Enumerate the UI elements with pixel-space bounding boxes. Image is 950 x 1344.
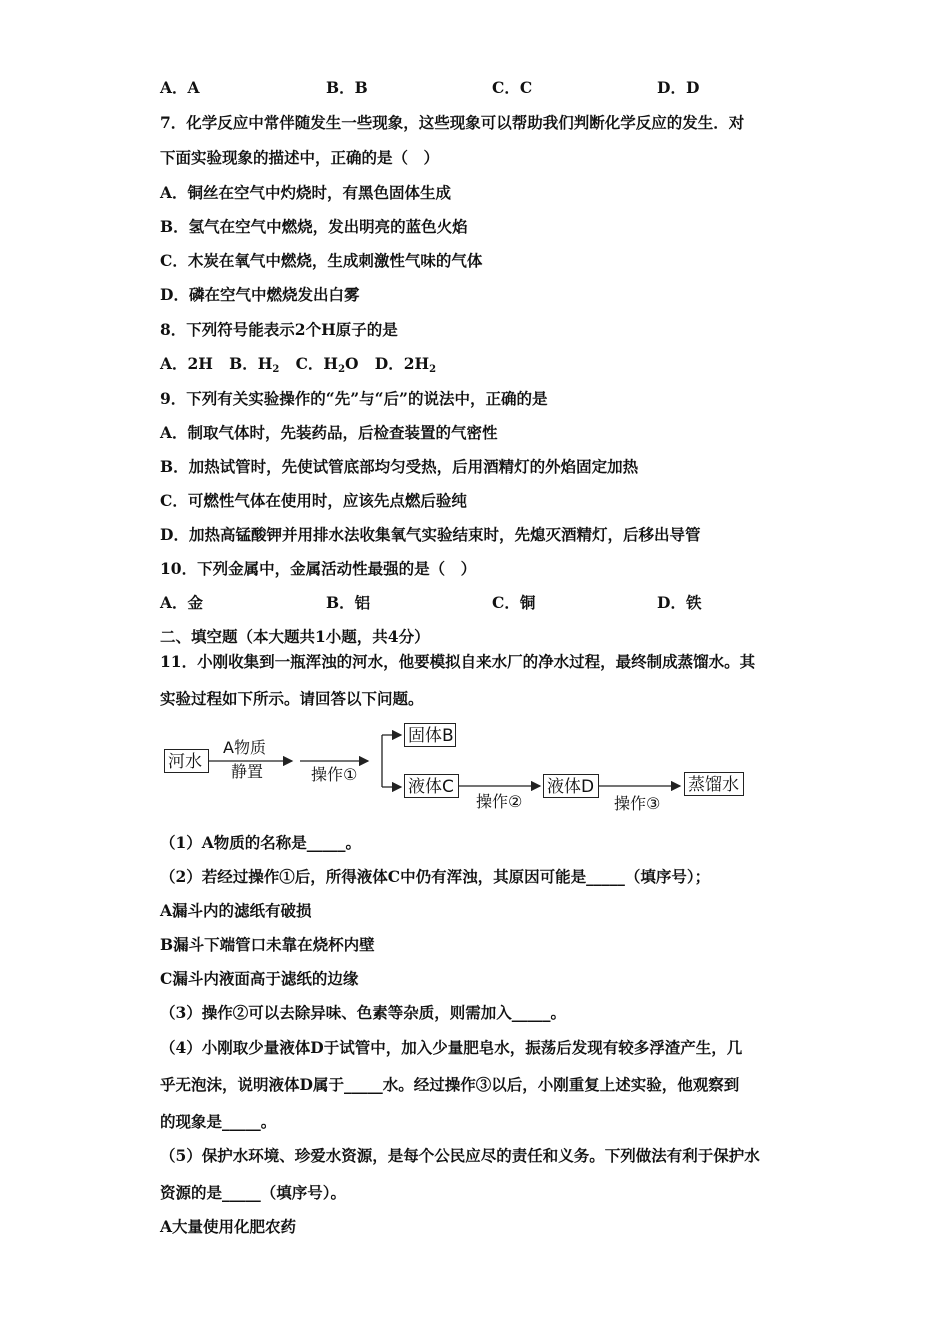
- q6-option-c: C．C: [492, 78, 533, 97]
- q11-part1: （1）A物质的名称是_____。: [160, 833, 362, 852]
- q11-part2-option-c: C漏斗内液面高于滤纸的边缘: [160, 969, 359, 988]
- q8-option-a: A．2H: [160, 354, 213, 373]
- q9-stem: 9．下列有关实验操作的“先”与“后”的说法中，正确的是: [160, 389, 548, 408]
- q10-stem: 10．下列金属中，金属活动性最强的是（ ）: [160, 559, 477, 578]
- q11-part3: （3）操作②可以去除异味、色素等杂质，则需加入_____。: [160, 1003, 567, 1022]
- box-solid-b: 固体B: [404, 723, 456, 747]
- q7-option-a: A．铜丝在空气中灼烧时，有黑色固体生成: [160, 183, 452, 202]
- q7-option-d: D．磷在空气中燃烧发出白雾: [160, 285, 360, 304]
- q7-stem-line2: 下面实验现象的描述中，正确的是（ ）: [160, 148, 440, 167]
- q8-option-b: B．$H_2$: [229, 354, 280, 375]
- q10-option-c: C．铜: [492, 593, 536, 612]
- q10-option-d: D．铁: [657, 593, 702, 612]
- q7-option-c: C．木炭在氧气中燃烧，生成刺激性气味的气体: [160, 251, 483, 270]
- q10-option-b: B．铝: [326, 593, 371, 612]
- q11-part2: （2）若经过操作①后，所得液体C中仍有浑浊，其原因可能是_____（填序号）；: [160, 867, 711, 886]
- q9-option-a: A．制取气体时，先装药品，后检查装置的气密性: [160, 423, 498, 442]
- q11-part4-line1: （4）小刚取少量液体D于试管中，加入少量肥皂水，振荡后发现有较多浮渣产生，几: [160, 1038, 743, 1057]
- box-liquid-d: 液体D: [543, 774, 599, 798]
- q7-option-b: B．氢气在空气中燃烧，发出明亮的蓝色火焰: [160, 217, 468, 236]
- q10-option-a: A．金: [160, 593, 204, 612]
- label-a-substance: A物质: [223, 738, 266, 757]
- q11-part4-line2: 乎无泡沫，说明液体D属于_____水。经过操作③以后，小刚重复上述实验，他观察到: [160, 1075, 740, 1094]
- q6-option-a: A．A: [160, 78, 200, 97]
- q11-part5-line1: （5）保护水环境、珍爱水资源，是每个公民应尽的责任和义务。下列做法有利于保护水: [160, 1146, 760, 1165]
- q8-stem: 8．下列符号能表示2个H原子的是: [160, 320, 398, 339]
- q11-part2-option-b: B漏斗下端管口未靠在烧杯内壁: [160, 935, 375, 954]
- q7-stem-line1: 7．化学反应中常伴随发生一些现象，这些现象可以帮助我们判断化学反应的发生．对: [160, 113, 745, 132]
- q9-option-d: D．加热高锰酸钾并用排水法收集氧气实验结束时，先熄灭酒精灯，后移出导管: [160, 525, 701, 544]
- q8-option-d: D．$2H_2$: [374, 354, 437, 375]
- box-liquid-c: 液体C: [404, 774, 459, 798]
- q11-part4-line3: 的现象是_____。: [160, 1112, 277, 1131]
- q8-option-c: C．$H_2O$: [295, 354, 359, 375]
- q11-stem-line1: 11．小刚收集到一瓶浑浊的河水，他要模拟自来水厂的净水过程，最终制成蒸馏水。其: [160, 652, 756, 671]
- q9-option-b: B．加热试管时，先使试管底部均匀受热，后用酒精灯的外焰固定加热: [160, 457, 639, 476]
- label-op3: 操作③: [614, 794, 661, 813]
- q11-part5-line2: 资源的是_____（填序号）。: [160, 1183, 347, 1202]
- label-op2: 操作②: [476, 792, 523, 811]
- q11-part5-option-a: A大量使用化肥农药: [160, 1217, 297, 1236]
- q9-option-c: C．可燃性气体在使用时，应该先点燃后验纯: [160, 491, 467, 510]
- q6-option-d: D．D: [657, 78, 700, 97]
- section-heading: 二、填空题（本大题共1小题，共4分）: [160, 627, 430, 646]
- box-distilled-water: 蒸馏水: [684, 772, 744, 796]
- q11-part2-option-a: A漏斗内的滤纸有破损: [160, 901, 312, 920]
- box-river: 河水: [164, 749, 209, 773]
- label-settle: 静置: [231, 762, 264, 781]
- label-op1: 操作①: [311, 765, 358, 784]
- q6-option-b: B．B: [326, 78, 368, 97]
- q11-stem-line2: 实验过程如下所示。请回答以下问题。: [160, 689, 424, 708]
